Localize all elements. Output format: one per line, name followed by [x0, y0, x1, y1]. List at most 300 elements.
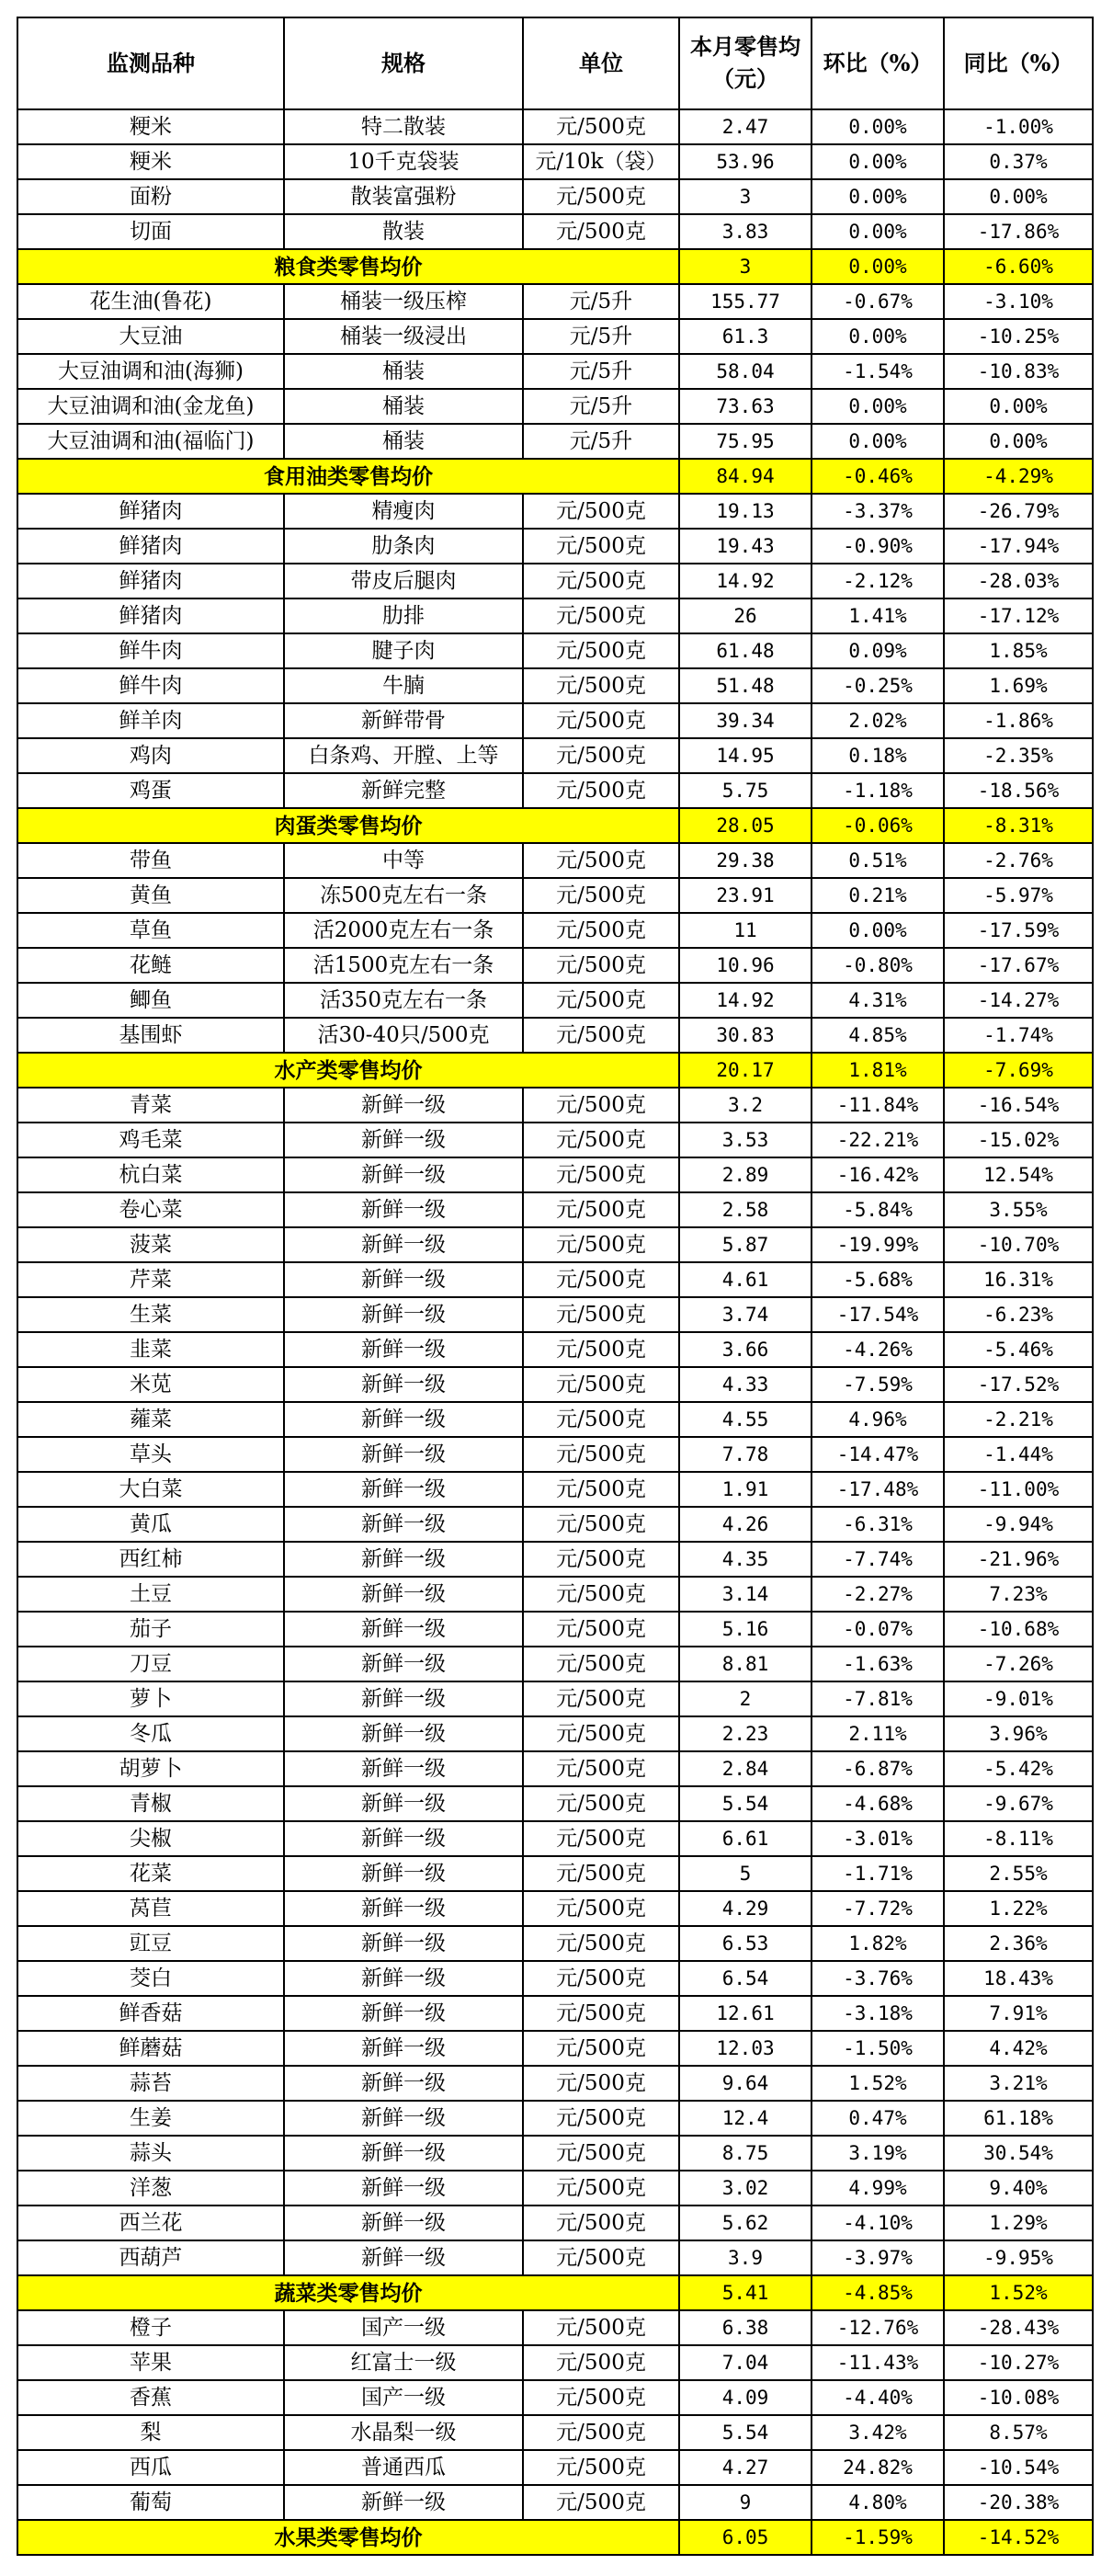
avg-price: 5 [679, 1856, 812, 1891]
avg-price: 2 [679, 1681, 812, 1716]
mom-change: 0.00% [812, 424, 944, 459]
yoy-change: -2.35% [944, 738, 1093, 773]
mom-change: 0.00% [812, 319, 944, 354]
item-name: 葡萄 [17, 2485, 284, 2520]
mom-change: -2.27% [812, 1577, 944, 1612]
table-row [17, 2415, 1093, 2450]
summary-label: 蔬菜类零售均价 [17, 2275, 679, 2310]
unit: 元/500克 [523, 1681, 679, 1716]
avg-price: 14.92 [679, 564, 812, 598]
item-name: 生菜 [17, 1297, 284, 1332]
spec: 新鲜一级 [284, 1891, 523, 1926]
mom-change: -3.01% [812, 1821, 944, 1856]
item-name: 草头 [17, 1437, 284, 1472]
table-row [17, 179, 1093, 214]
unit: 元/500克 [523, 2171, 679, 2206]
unit: 元/500克 [523, 2310, 679, 2345]
spec: 新鲜一级 [284, 2206, 523, 2240]
summary-label: 水产类零售均价 [17, 1053, 679, 1088]
unit: 元/500克 [523, 1123, 679, 1157]
summary-row [17, 249, 1093, 284]
mom-change: 3.19% [812, 2136, 944, 2171]
unit: 元/500克 [523, 1577, 679, 1612]
unit: 元/500克 [523, 2031, 679, 2066]
spec: 新鲜一级 [284, 1821, 523, 1856]
item-name: 茭白 [17, 1961, 284, 1996]
item-name: 刀豆 [17, 1647, 284, 1681]
mom-change: 4.96% [812, 1402, 944, 1437]
item-name: 西瓜 [17, 2450, 284, 2485]
unit: 元/500克 [523, 179, 679, 214]
table-row [17, 1297, 1093, 1332]
mom-change: 4.85% [812, 1018, 944, 1053]
unit: 元/500克 [523, 2485, 679, 2520]
avg-price: 20.17 [679, 1053, 812, 1088]
table-row [17, 1262, 1093, 1297]
avg-price: 6.53 [679, 1926, 812, 1961]
mom-change: -1.71% [812, 1856, 944, 1891]
mom-change: 0.00% [812, 913, 944, 948]
unit: 元/500克 [523, 668, 679, 703]
avg-price: 5.87 [679, 1227, 812, 1262]
yoy-change: -26.79% [944, 494, 1093, 529]
table-row [17, 1088, 1093, 1123]
unit: 元/500克 [523, 1437, 679, 1472]
avg-price: 3.83 [679, 214, 812, 249]
spec: 水晶梨一级 [284, 2415, 523, 2450]
spec: 新鲜一级 [284, 1926, 523, 1961]
yoy-change: -2.21% [944, 1402, 1093, 1437]
table-row [17, 878, 1093, 913]
avg-price: 3.02 [679, 2171, 812, 2206]
mom-change: 0.00% [812, 214, 944, 249]
unit: 元/5升 [523, 354, 679, 389]
table-row [17, 564, 1093, 598]
header-unit: 单位 [523, 17, 679, 109]
table-row [17, 598, 1093, 633]
avg-price: 1.91 [679, 1472, 812, 1507]
avg-price: 10.96 [679, 948, 812, 983]
unit: 元/500克 [523, 1402, 679, 1437]
unit: 元/500克 [523, 703, 679, 738]
mom-change: -1.59% [812, 2520, 944, 2555]
yoy-change: -28.43% [944, 2310, 1093, 2345]
mom-change: 0.51% [812, 843, 944, 878]
mom-change: -11.43% [812, 2345, 944, 2380]
item-name: 豇豆 [17, 1926, 284, 1961]
unit: 元/500克 [523, 1612, 679, 1647]
unit: 元/500克 [523, 1157, 679, 1192]
yoy-change: 7.91% [944, 1996, 1093, 2031]
spec: 新鲜一级 [284, 1472, 523, 1507]
mom-change: -11.84% [812, 1088, 944, 1123]
unit: 元/5升 [523, 284, 679, 319]
mom-change: -0.67% [812, 284, 944, 319]
yoy-change: -7.69% [944, 1053, 1093, 1088]
spec: 新鲜一级 [284, 1716, 523, 1751]
spec: 新鲜一级 [284, 1507, 523, 1542]
spec: 新鲜一级 [284, 1088, 523, 1123]
avg-price: 2.58 [679, 1192, 812, 1227]
yoy-change: -5.97% [944, 878, 1093, 913]
item-name: 鲜猪肉 [17, 529, 284, 564]
avg-price: 2.84 [679, 1751, 812, 1786]
spec: 肋条肉 [284, 529, 523, 564]
mom-change: -14.47% [812, 1437, 944, 1472]
item-name: 草鱼 [17, 913, 284, 948]
avg-price: 6.38 [679, 2310, 812, 2345]
avg-price: 2.23 [679, 1716, 812, 1751]
item-name: 卷心菜 [17, 1192, 284, 1227]
avg-price: 4.33 [679, 1367, 812, 1402]
spec: 新鲜一级 [284, 2485, 523, 2520]
unit: 元/500克 [523, 1926, 679, 1961]
item-name: 芹菜 [17, 1262, 284, 1297]
spec: 新鲜一级 [284, 1577, 523, 1612]
item-name: 大豆油调和油(福临门) [17, 424, 284, 459]
avg-price: 14.92 [679, 983, 812, 1018]
avg-price: 5.41 [679, 2275, 812, 2310]
mom-change: -2.12% [812, 564, 944, 598]
yoy-change: 0.00% [944, 389, 1093, 424]
item-name: 洋葱 [17, 2171, 284, 2206]
spec: 桶装 [284, 389, 523, 424]
item-name: 西葫芦 [17, 2240, 284, 2275]
unit: 元/500克 [523, 2066, 679, 2101]
yoy-change: -9.95% [944, 2240, 1093, 2275]
yoy-change: -28.03% [944, 564, 1093, 598]
table-row [17, 424, 1093, 459]
mom-change: -3.18% [812, 1996, 944, 2031]
item-name: 杭白菜 [17, 1157, 284, 1192]
table-row [17, 2345, 1093, 2380]
header-price: 本月零售均（元） [679, 17, 812, 109]
table-row [17, 948, 1093, 983]
table-row [17, 1856, 1093, 1891]
mom-change: -4.26% [812, 1332, 944, 1367]
spec: 新鲜一级 [284, 1332, 523, 1367]
item-name: 鸡蛋 [17, 773, 284, 808]
avg-price: 5.16 [679, 1612, 812, 1647]
report-container [17, 17, 1094, 2556]
mom-change: -0.46% [812, 459, 944, 494]
spec: 特二散装 [284, 109, 523, 144]
yoy-change: -17.52% [944, 1367, 1093, 1402]
unit: 元/500克 [523, 1297, 679, 1332]
header-category: 监测品种 [17, 17, 284, 109]
table-row [17, 1472, 1093, 1507]
yoy-change: -15.02% [944, 1123, 1093, 1157]
yoy-change: 7.23% [944, 1577, 1093, 1612]
item-name: 蒜头 [17, 2136, 284, 2171]
yoy-change: 1.69% [944, 668, 1093, 703]
unit: 元/500克 [523, 1996, 679, 2031]
unit: 元/500克 [523, 1367, 679, 1402]
spec: 新鲜一级 [284, 1961, 523, 1996]
avg-price: 29.38 [679, 843, 812, 878]
item-name: 梨 [17, 2415, 284, 2450]
avg-price: 3 [679, 249, 812, 284]
table-row [17, 1437, 1093, 1472]
spec: 新鲜完整 [284, 773, 523, 808]
unit: 元/500克 [523, 913, 679, 948]
avg-price: 11 [679, 913, 812, 948]
unit: 元/500克 [523, 1961, 679, 1996]
avg-price: 7.04 [679, 2345, 812, 2380]
table-row [17, 703, 1093, 738]
yoy-change: -7.26% [944, 1647, 1093, 1681]
header-mom: 环比（%） [812, 17, 944, 109]
avg-price: 5.54 [679, 2415, 812, 2450]
spec: 活2000克左右一条 [284, 913, 523, 948]
spec: 腱子肉 [284, 633, 523, 668]
yoy-change: -8.11% [944, 1821, 1093, 1856]
table-row [17, 389, 1093, 424]
unit: 元/5升 [523, 319, 679, 354]
avg-price: 3.9 [679, 2240, 812, 2275]
item-name: 基围虾 [17, 1018, 284, 1053]
spec: 冻500克左右一条 [284, 878, 523, 913]
table-row [17, 2310, 1093, 2345]
yoy-change: 1.85% [944, 633, 1093, 668]
avg-price: 3.66 [679, 1332, 812, 1367]
yoy-change: -10.68% [944, 1612, 1093, 1647]
item-name: 鸡毛菜 [17, 1123, 284, 1157]
avg-price: 4.61 [679, 1262, 812, 1297]
avg-price: 4.55 [679, 1402, 812, 1437]
table-row [17, 2031, 1093, 2066]
table-row [17, 1926, 1093, 1961]
header-row [17, 17, 1093, 109]
item-name: 带鱼 [17, 843, 284, 878]
mom-change: 0.00% [812, 249, 944, 284]
item-name: 大豆油 [17, 319, 284, 354]
unit: 元/500克 [523, 2206, 679, 2240]
unit: 元/500克 [523, 1018, 679, 1053]
yoy-change: 61.18% [944, 2101, 1093, 2136]
mom-change: -7.72% [812, 1891, 944, 1926]
avg-price: 6.05 [679, 2520, 812, 2555]
item-name: 蕹菜 [17, 1402, 284, 1437]
table-row [17, 1647, 1093, 1681]
mom-change: -1.54% [812, 354, 944, 389]
mom-change: 0.18% [812, 738, 944, 773]
mom-change: -0.07% [812, 1612, 944, 1647]
table-row [17, 1821, 1093, 1856]
yoy-change: 1.22% [944, 1891, 1093, 1926]
table-row [17, 1542, 1093, 1577]
unit: 元/500克 [523, 598, 679, 633]
spec: 新鲜一级 [284, 1542, 523, 1577]
yoy-change: 3.96% [944, 1716, 1093, 1751]
item-name: 鲜牛肉 [17, 633, 284, 668]
mom-change: 2.02% [812, 703, 944, 738]
mom-change: -5.84% [812, 1192, 944, 1227]
avg-price: 53.96 [679, 144, 812, 179]
yoy-change: -1.74% [944, 1018, 1093, 1053]
spec: 新鲜一级 [284, 2136, 523, 2171]
unit: 元/500克 [523, 878, 679, 913]
unit: 元/10k（袋） [523, 144, 679, 179]
table-row [17, 1786, 1093, 1821]
table-row [17, 2485, 1093, 2520]
item-name: 鸡肉 [17, 738, 284, 773]
yoy-change: -10.27% [944, 2345, 1093, 2380]
spec: 红富士一级 [284, 2345, 523, 2380]
avg-price: 3.2 [679, 1088, 812, 1123]
mom-change: -1.63% [812, 1647, 944, 1681]
item-name: 苹果 [17, 2345, 284, 2380]
header-spec: 规格 [284, 17, 523, 109]
unit: 元/500克 [523, 1751, 679, 1786]
unit: 元/500克 [523, 948, 679, 983]
spec: 新鲜一级 [284, 1996, 523, 2031]
avg-price: 7.78 [679, 1437, 812, 1472]
avg-price: 4.35 [679, 1542, 812, 1577]
summary-label: 水果类零售均价 [17, 2520, 679, 2555]
unit: 元/500克 [523, 1227, 679, 1262]
mom-change: 0.21% [812, 878, 944, 913]
avg-price: 30.83 [679, 1018, 812, 1053]
item-name: 西红柿 [17, 1542, 284, 1577]
unit: 元/500克 [523, 983, 679, 1018]
item-name: 香蕉 [17, 2380, 284, 2415]
table-row [17, 1996, 1093, 2031]
spec: 新鲜一级 [284, 1367, 523, 1402]
summary-label: 食用油类零售均价 [17, 459, 679, 494]
spec: 活1500克左右一条 [284, 948, 523, 983]
avg-price: 3 [679, 179, 812, 214]
yoy-change: -17.59% [944, 913, 1093, 948]
item-name: 土豆 [17, 1577, 284, 1612]
table-row [17, 633, 1093, 668]
spec: 新鲜一级 [284, 1437, 523, 1472]
avg-price: 5.54 [679, 1786, 812, 1821]
avg-price: 8.81 [679, 1647, 812, 1681]
yoy-change: 3.21% [944, 2066, 1093, 2101]
table-row [17, 354, 1093, 389]
yoy-change: -10.54% [944, 2450, 1093, 2485]
avg-price: 19.13 [679, 494, 812, 529]
item-name: 切面 [17, 214, 284, 249]
item-name: 鲜蘑菇 [17, 2031, 284, 2066]
spec: 桶装一级浸出 [284, 319, 523, 354]
avg-price: 75.95 [679, 424, 812, 459]
mom-change: 1.41% [812, 598, 944, 633]
item-name: 西兰花 [17, 2206, 284, 2240]
spec: 活350克左右一条 [284, 983, 523, 1018]
price-table [17, 17, 1094, 2556]
mom-change: -19.99% [812, 1227, 944, 1262]
spec: 普通西瓜 [284, 2450, 523, 2485]
item-name: 蒜苔 [17, 2066, 284, 2101]
spec: 中等 [284, 843, 523, 878]
unit: 元/500克 [523, 214, 679, 249]
table-row [17, 214, 1093, 249]
avg-price: 5.75 [679, 773, 812, 808]
avg-price: 58.04 [679, 354, 812, 389]
spec: 牛腩 [284, 668, 523, 703]
mom-change: -7.81% [812, 1681, 944, 1716]
spec: 新鲜一级 [284, 2101, 523, 2136]
item-name: 黄鱼 [17, 878, 284, 913]
mom-change: 2.11% [812, 1716, 944, 1751]
item-name: 花鲢 [17, 948, 284, 983]
yoy-change: -6.60% [944, 249, 1093, 284]
item-name: 粳米 [17, 144, 284, 179]
item-name: 青菜 [17, 1088, 284, 1123]
mom-change: -1.18% [812, 773, 944, 808]
mom-change: -0.90% [812, 529, 944, 564]
avg-price: 3.53 [679, 1123, 812, 1157]
yoy-change: -17.86% [944, 214, 1093, 249]
avg-price: 9 [679, 2485, 812, 2520]
avg-price: 155.77 [679, 284, 812, 319]
yoy-change: -10.25% [944, 319, 1093, 354]
item-name: 粳米 [17, 109, 284, 144]
unit: 元/500克 [523, 109, 679, 144]
table-row [17, 1507, 1093, 1542]
mom-change: -7.74% [812, 1542, 944, 1577]
mom-change: -12.76% [812, 2310, 944, 2345]
item-name: 花生油(鲁花) [17, 284, 284, 319]
yoy-change: 4.42% [944, 2031, 1093, 2066]
item-name: 大白菜 [17, 1472, 284, 1507]
item-name: 大豆油调和油(金龙鱼) [17, 389, 284, 424]
table-row [17, 2066, 1093, 2101]
yoy-change: 8.57% [944, 2415, 1093, 2450]
yoy-change: -5.42% [944, 1751, 1093, 1786]
table-row [17, 913, 1093, 948]
avg-price: 4.09 [679, 2380, 812, 2415]
avg-price: 39.34 [679, 703, 812, 738]
spec: 白条鸡、开膛、上等 [284, 738, 523, 773]
unit: 元/500克 [523, 1542, 679, 1577]
table-row [17, 529, 1093, 564]
table-row [17, 1961, 1093, 1996]
table-row [17, 1612, 1093, 1647]
yoy-change: 18.43% [944, 1961, 1093, 1996]
avg-price: 14.95 [679, 738, 812, 773]
item-name: 胡萝卜 [17, 1751, 284, 1786]
unit: 元/500克 [523, 1192, 679, 1227]
mom-change: -4.68% [812, 1786, 944, 1821]
mom-change: 1.82% [812, 1926, 944, 1961]
avg-price: 12.61 [679, 1996, 812, 2031]
mom-change: -0.06% [812, 808, 944, 843]
spec: 桶装 [284, 424, 523, 459]
unit: 元/500克 [523, 1647, 679, 1681]
avg-price: 4.26 [679, 1507, 812, 1542]
unit: 元/500克 [523, 1472, 679, 1507]
yoy-change: -3.10% [944, 284, 1093, 319]
item-name: 鲫鱼 [17, 983, 284, 1018]
table-row [17, 284, 1093, 319]
table-row [17, 738, 1093, 773]
spec: 新鲜一级 [284, 1123, 523, 1157]
table-row [17, 773, 1093, 808]
yoy-change: -17.67% [944, 948, 1093, 983]
table-row [17, 1192, 1093, 1227]
item-name: 鲜香菇 [17, 1996, 284, 2031]
table-row [17, 494, 1093, 529]
avg-price: 9.64 [679, 2066, 812, 2101]
table-row [17, 2171, 1093, 2206]
avg-price: 3.14 [679, 1577, 812, 1612]
mom-change: -3.97% [812, 2240, 944, 2275]
summary-label: 粮食类零售均价 [17, 249, 679, 284]
unit: 元/500克 [523, 1716, 679, 1751]
